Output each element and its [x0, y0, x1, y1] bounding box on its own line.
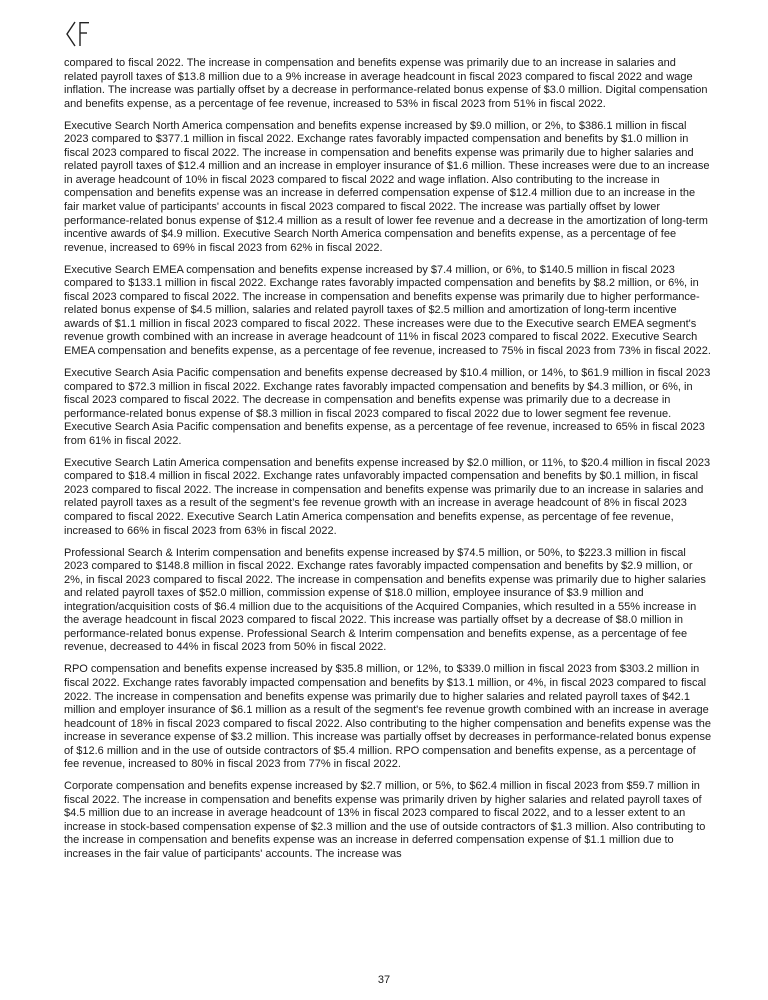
paragraph-professional-search-interim: Professional Search & Interim compensation and benefits expense increased by $74.5 million, or 50%, to $223.3 million in fiscal 2023 compared to $148.8 million in fiscal 2022. Exchange rates favorably impacted compensation and benefits by $2.9 million, or 2%, in fiscal 2023 compared to fiscal 2022. The increase in compensation and benefits expense was primarily due to higher salaries and related payroll taxes of $52.0 million, commission expense of $18.0 million, employee insurance of $3.9 million and integration/acquisition costs of $6.4 million due to the acquisitions of the Acquired Companies, which resulted in a 55% increase in the average headcount in fiscal 2023 compared to fiscal 2022. This increase was partially offset by a decrease of $8.0 million in performance-related bonus expense. Professional Search & Interim compensation and benefits expense, as a percentage of fee revenue, decreased to 44% in fiscal 2023 from 50% in fiscal 2022. [64, 546, 706, 654]
paragraph-corporate: Corporate compensation and benefits expense increased by $2.7 million, or 5%, to $62.4 million in fiscal 2023 from $59.7 million in fiscal 2022. The increase in compensation and benefits expense was primarily driven by higher salaries and related payroll taxes of $4.5 million due to an increase in average headcount of 13% in fiscal 2023 compared to fiscal 2022, and to a lesser extent to an increase in stock-based compensation expense of $2.3 million and the use of outside contractors of $1.3 million. Also contributing to the increase in compensation and benefits expense was an increase in deferred compensation expense of $1.1 million due to increases in the fair value of participants' accounts. The increase was [64, 780, 706, 861]
paragraph-executive-search-asia-pacific: Executive Search Asia Pacific compensation and benefits expense decreased by $10.4 million, or 14%, to $61.9 million in fiscal 2023 compared to $72.3 million in fiscal 2022. Exchange rates favorably impacted compensation and benefits by $4.3 million, or 6%, in fiscal 2023 compared to fiscal 2022. The decrease in compensation and benefits expense was primarily due to a decrease in performance-related bonus expense of $8.3 million in fiscal 2023 compared to fiscal 2022 due to lower segment fee revenue. Executive Search Asia Pacific compensation and benefits expense, as a percentage of fee revenue, increased to 65% in fiscal 2023 from 61% in fiscal 2022. [64, 366, 711, 447]
page-number: 37 [377, 974, 391, 986]
paragraph-executive-search-north-america: Executive Search North America compensation and benefits expense increased by $9.0 million, or 2%, to $386.1 million in fiscal 2023 compared to $377.1 million in fiscal 2022. Exchange rates favorably impacted compensation and benefits by $1.0 million in fiscal 2023 compared to fiscal 2022. The increase in compensation and benefits expense was primarily due to higher salaries and related payroll taxes of $12.4 million and an increase in employer insurance of $1.6 million. These increases were due to an increase in average headcount of 10% in fiscal 2023 compared to fiscal 2022 and wage inflation. Also contributing to the increase in compensation and benefits expense was an increase in deferred compensation expense of $12.4 million due to an increase in the fair market value of participants' accounts in fiscal 2023 compared to fiscal 2022. The increase was partially offset by lower performance-related bonus expense of $12.4 million as a result of lower fee revenue and a decrease in the amortization of long-term incentive awards of $4.9 million. Executive Search North America compensation and benefits expense, as a percentage of fee revenue, increased to 69% in fiscal 2023 from 62% in fiscal 2022. [64, 119, 710, 254]
paragraph-executive-search-emea: Executive Search EMEA compensation and benefits expense increased by $7.4 million, or 6%, to $140.5 million in fiscal 2023 compared to $133.1 million in fiscal 2022. Exchange rates favorably impacted compensation and benefits by $8.2 million, or 6%, in fiscal 2023 compared to fiscal 2022. The increase in compensation and benefits expense was primarily due to higher performance-related bonus expense of $4.5 million, salaries and related payroll taxes of $2.5 million and amortization of long-term incentive awards of $1.1 million in fiscal 2023 compared to fiscal 2022. These increases were due to the Executive search EMEA segment's revenue growth combined with an increase in average headcount of 11% in fiscal 2023 compared to fiscal 2022. Executive Search EMEA compensation and benefits expense, as a percentage of fee revenue, increased to 75% in fiscal 2023 from 73% in fiscal 2022. [64, 263, 711, 357]
kf-monogram-icon [64, 20, 104, 48]
document-body [64, 57, 712, 870]
paragraph-executive-search-latin-america: Executive Search Latin America compensation and benefits expense increased by $2.0 million, or 11%, to $20.4 million in fiscal 2023 compared to $18.4 million in fiscal 2022. Exchange rates unfavorably impacted compensation and benefits by $0.1 million, in fiscal 2023 compared to fiscal 2022. The increase in compensation and benefits expense was primarily due to an increase in salaries and related payroll taxes as a result of the segment’s fee revenue growth with an increase in average headcount of 8% in fiscal 2023 compared to fiscal 2022. Executive Search Latin America compensation and benefits expense, as percentage of fee revenue, increased to 66% in fiscal 2023 from 63% in fiscal 2022. [64, 456, 711, 537]
paragraph-rpo: RPO compensation and benefits expense increased by $35.8 million, or 12%, to $339.0 million in fiscal 2023 from $303.2 million in fiscal 2022. Exchange rates favorably impacted compensation and benefits by $13.1 million, or 4%, in fiscal 2023 compared to fiscal 2022. The increase in compensation and benefits expense was primarily due to higher salaries and related payroll taxes of $42.1 million and employer insurance of $6.1 million as a result of the segment's fee revenue growth combined with an increase in average headcount of 18% in fiscal 2023 compared to fiscal 2022. Also contributing to the higher compensation and benefits expense was the increase in severance expense of $3.2 million. This increase was partially offset by decreases in performance-related bonus expense of $12.6 million and in the use of outside contractors of $5.4 million. RPO compensation and benefits expense, as a percentage of fee revenue, increased to 80% in fiscal 2023 from 77% in fiscal 2022. [64, 663, 712, 771]
paragraph-digital-continuation: compared to fiscal 2022. The increase in compensation and benefits expense was primarily due to an increase in salaries and related payroll taxes of $13.8 million due to a 9% increase in average headcount in fiscal 2023 compared to fiscal 2022 and wage inflation. The increase was partially offset by a decrease in performance-related bonus expense of $3.0 million. Digital compensation and benefits expense, as a percentage of fee revenue, increased to 53% in fiscal 2023 from 51% in fiscal 2022. [64, 57, 708, 110]
kf-logo-icon [64, 20, 104, 48]
